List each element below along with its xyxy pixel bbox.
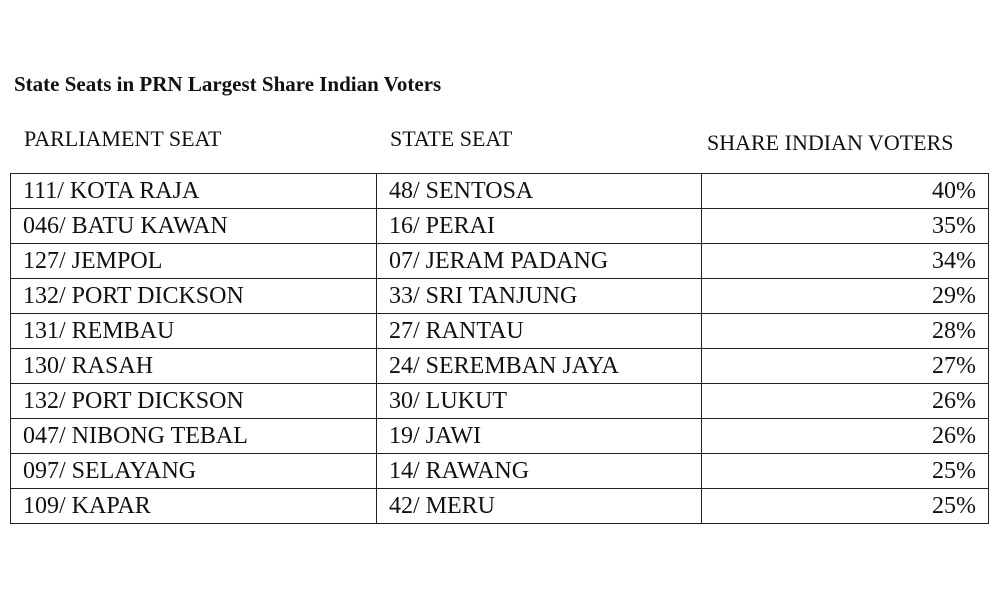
state-seat-cell: 24/ SEREMBAN JAYA [377,349,702,384]
share-cell: 35% [702,209,989,244]
parliament-seat-cell: 132/ PORT DICKSON [11,279,377,314]
share-cell: 28% [702,314,989,349]
parliament-seat-cell: 131/ REMBAU [11,314,377,349]
table-row [11,244,989,279]
table-row [11,489,989,524]
share-cell: 40% [702,174,989,209]
parliament-seat-cell: 127/ JEMPOL [11,244,377,279]
state-seat-cell: 27/ RANTAU [377,314,702,349]
table-row [11,419,989,454]
column-header-parliament-seat: PARLIAMENT SEAT [24,126,222,151]
table-row [11,384,989,419]
seats-table-body [11,174,989,524]
state-seat-cell: 48/ SENTOSA [377,174,702,209]
table-row [11,314,989,349]
table-row [11,349,989,384]
parliament-seat-cell: 046/ BATU KAWAN [11,209,377,244]
state-seat-cell: 30/ LUKUT [377,384,702,419]
parliament-seat-cell: 109/ KAPAR [11,489,377,524]
table-row [11,209,989,244]
share-cell: 26% [702,384,989,419]
parliament-seat-cell: 111/ KOTA RAJA [11,174,377,209]
share-cell: 27% [702,349,989,384]
parliament-seat-cell: 132/ PORT DICKSON [11,384,377,419]
share-cell: 29% [702,279,989,314]
share-cell: 26% [702,419,989,454]
state-seat-cell: 19/ JAWI [377,419,702,454]
table-row [11,174,989,209]
seats-table [10,173,989,524]
state-seat-cell: 14/ RAWANG [377,454,702,489]
state-seat-cell: 07/ JERAM PADANG [377,244,702,279]
share-cell: 25% [702,454,989,489]
parliament-seat-cell: 047/ NIBONG TEBAL [11,419,377,454]
table-row [11,279,989,314]
column-header-state-seat: STATE SEAT [390,126,513,151]
share-cell: 34% [702,244,989,279]
parliament-seat-cell: 097/ SELAYANG [11,454,377,489]
parliament-seat-cell: 130/ RASAH [11,349,377,384]
state-seat-cell: 33/ SRI TANJUNG [377,279,702,314]
column-header-share-indian-voters: SHARE INDIAN VOTERS [707,130,954,155]
table-title: State Seats in PRN Largest Share Indian Voters [14,72,442,96]
state-seat-cell: 16/ PERAI [377,209,702,244]
state-seat-cell: 42/ MERU [377,489,702,524]
table-row [11,454,989,489]
share-cell: 25% [702,489,989,524]
